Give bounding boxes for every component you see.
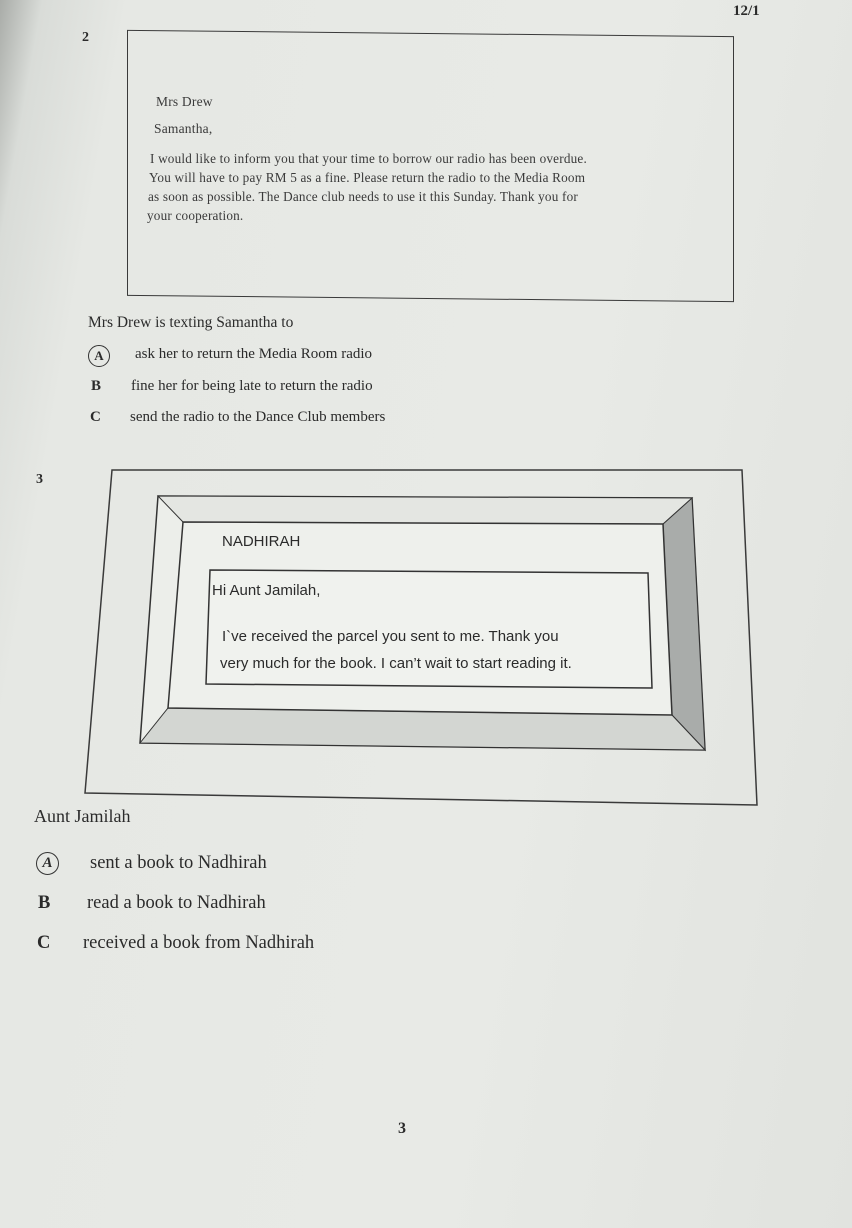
option-letter: C [37, 933, 51, 953]
option-text: ask her to return the Media Room radio [135, 346, 373, 362]
question-number-3: 3 [36, 472, 43, 487]
note-line-4: your cooperation. [147, 208, 244, 223]
option-text: sent a book to Nadhirah [90, 853, 267, 873]
note-sender: Samantha, [154, 121, 213, 136]
question-number-2: 2 [82, 30, 89, 45]
page-number: 3 [398, 1120, 406, 1137]
note-line-2: You will have to pay RM 5 as a fine. Please return the radio to the Media Room [149, 170, 586, 185]
option-text: read a book to Nadhirah [87, 893, 266, 913]
message-greeting: Hi Aunt Jamilah, [212, 582, 321, 599]
message-line-1: I`ve received the parcel you sent to me. Thank you [222, 628, 559, 645]
option-letter: B [38, 893, 51, 913]
option-text: received a book from Nadhirah [83, 933, 315, 953]
option-text: send the radio to the Dance Club members [130, 409, 386, 425]
answer-circle-icon: A [88, 345, 110, 367]
answer-circle-icon: A [36, 852, 59, 875]
option-letter: B [91, 378, 102, 394]
note-line-3: as soon as possible. The Dance club needs to use it this Sunday. Thank you for [148, 189, 578, 204]
note-line-1: I would like to inform you that your time to borrow our radio has been overdue. [150, 151, 587, 166]
question-3-stem: Aunt Jamilah [34, 806, 131, 826]
message-sender: NADHIRAH [222, 533, 301, 550]
option-text: fine her for being late to return the radio [131, 378, 373, 394]
option-letter: C [90, 409, 101, 425]
note-recipient: Mrs Drew [156, 94, 213, 109]
question-2-stem: Mrs Drew is texting Samantha to [88, 314, 294, 331]
message-line-2: very much for the book. I can’t wait to start reading it. [220, 655, 572, 672]
page-code: 12/1 [733, 3, 760, 19]
